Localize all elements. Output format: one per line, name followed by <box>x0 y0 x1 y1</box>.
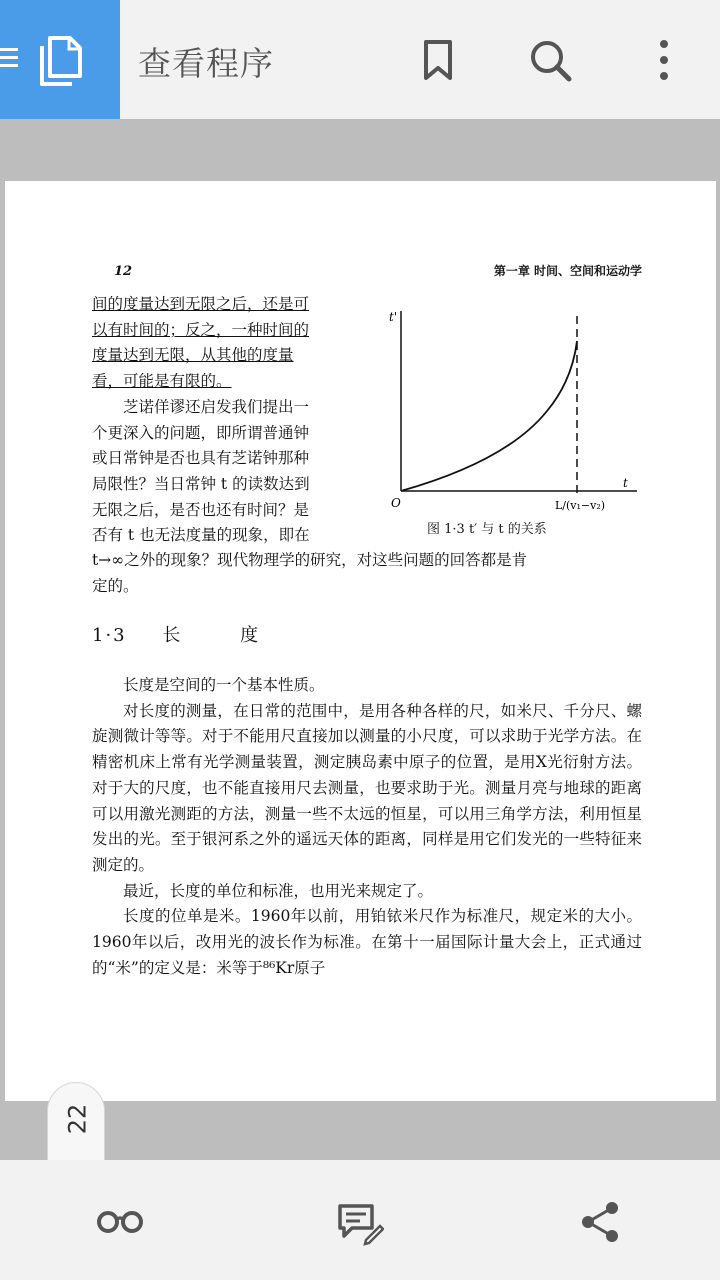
section-number: 1·3 <box>92 625 127 646</box>
text-line: t→∞之外的现象？现代物理学的研究，对这些问题的回答都是肯 <box>92 551 528 569</box>
page-number-tab[interactable] <box>47 1082 105 1160</box>
paragraph: 最近，长度的单位和标准，也用光来规定了。 <box>123 881 434 900</box>
search-icon[interactable] <box>528 38 572 82</box>
running-header <box>92 259 642 279</box>
text-line: 定的。 <box>92 576 139 595</box>
figure-caption: 图 1·3 t′ 与 t 的关系 <box>427 522 547 537</box>
paragraph: 长度是空间的一个基本性质。 <box>123 676 325 694</box>
t-prime-vs-t-graph <box>387 301 642 516</box>
x-axis-label: t <box>623 476 628 490</box>
bookmark-icon[interactable] <box>416 38 460 82</box>
text-line: 局限性？当日常钟 t 的读数达到 <box>92 474 310 493</box>
asymptote-label: L/(v₁−v₂) <box>555 499 606 512</box>
drawer-toggle[interactable] <box>0 0 120 119</box>
continued-paragraph <box>92 548 642 599</box>
more-options-icon[interactable] <box>642 38 686 82</box>
share-icon[interactable] <box>576 1198 624 1246</box>
section-title-part: 度 <box>240 625 261 646</box>
section-title-part: 长 <box>162 625 183 646</box>
chapter-heading: 第一章 时间、空间和运动学 <box>493 264 642 278</box>
text-line: 或日常钟是否也具有芝诺钟那种 <box>92 449 310 468</box>
lead-paragraph <box>92 292 382 549</box>
app-title: 查看程序 <box>138 44 274 83</box>
text-line: 芝诺佯谬还启发我们提出一 <box>92 397 310 416</box>
printed-page-number: 12 <box>114 264 133 279</box>
document-page[interactable] <box>5 181 716 1101</box>
body-text <box>92 673 642 981</box>
bottom-toolbar <box>0 1160 720 1280</box>
comment-icon[interactable] <box>336 1198 384 1246</box>
text-line: 无限之后，是否也还有时间？是 <box>92 500 310 519</box>
app-bar <box>0 0 720 119</box>
section-heading <box>92 623 260 649</box>
document-icon <box>38 34 84 86</box>
figure-1-3 <box>387 301 642 541</box>
text-line: 度量达到无限，从其他的度量 <box>92 346 294 365</box>
current-page-number: 22 <box>63 1103 92 1135</box>
text-line: 否有 t 也无法度量的现象，即在 <box>92 526 310 545</box>
paragraph: 长度的位单是米。1960年以前，用铂铱米尺作为标准尺，规定米的大小。1960年以后，改用光的波长作为标准。在第十一届国际计量大会上，正式通过的“米”的定义是：米等于⁸⁶Kr原子 <box>92 907 642 977</box>
text-line: 以有时间的；反之，一种时间的 <box>92 320 310 339</box>
text-line: 间的度量达到无限之后，还是可 <box>92 295 310 313</box>
text-line: 个更深入的问题，即所谓普通钟 <box>92 423 310 442</box>
y-axis-label: t' <box>389 310 398 324</box>
text-line: 看，可能是有限的。 <box>92 372 232 391</box>
reading-glasses-icon[interactable] <box>96 1198 144 1246</box>
origin-label: O <box>391 496 401 510</box>
paragraph: 对长度的测量，在日常的范围中，是用各种各样的尺，如米尺、千分尺、螺旋测微计等等。对于不能用尺直接加以测量的小尺度，可以求助于光学方法。在精密机床上常有光学测量装置，测定胰岛素中原子的位置，是用X光衍射方法。对于大的尺度，也不能直接用尺去测量，也要求助于光。测量月亮与地球的距离可以用激光测距的方法，测量一些不太远的恒星，可以用三角学方法，利用恒星发出的光。至于银河系之外的遥远天体的距离，同样是用它们发光的一些特征来测定的。 <box>92 701 642 874</box>
menu-icon <box>0 44 20 72</box>
